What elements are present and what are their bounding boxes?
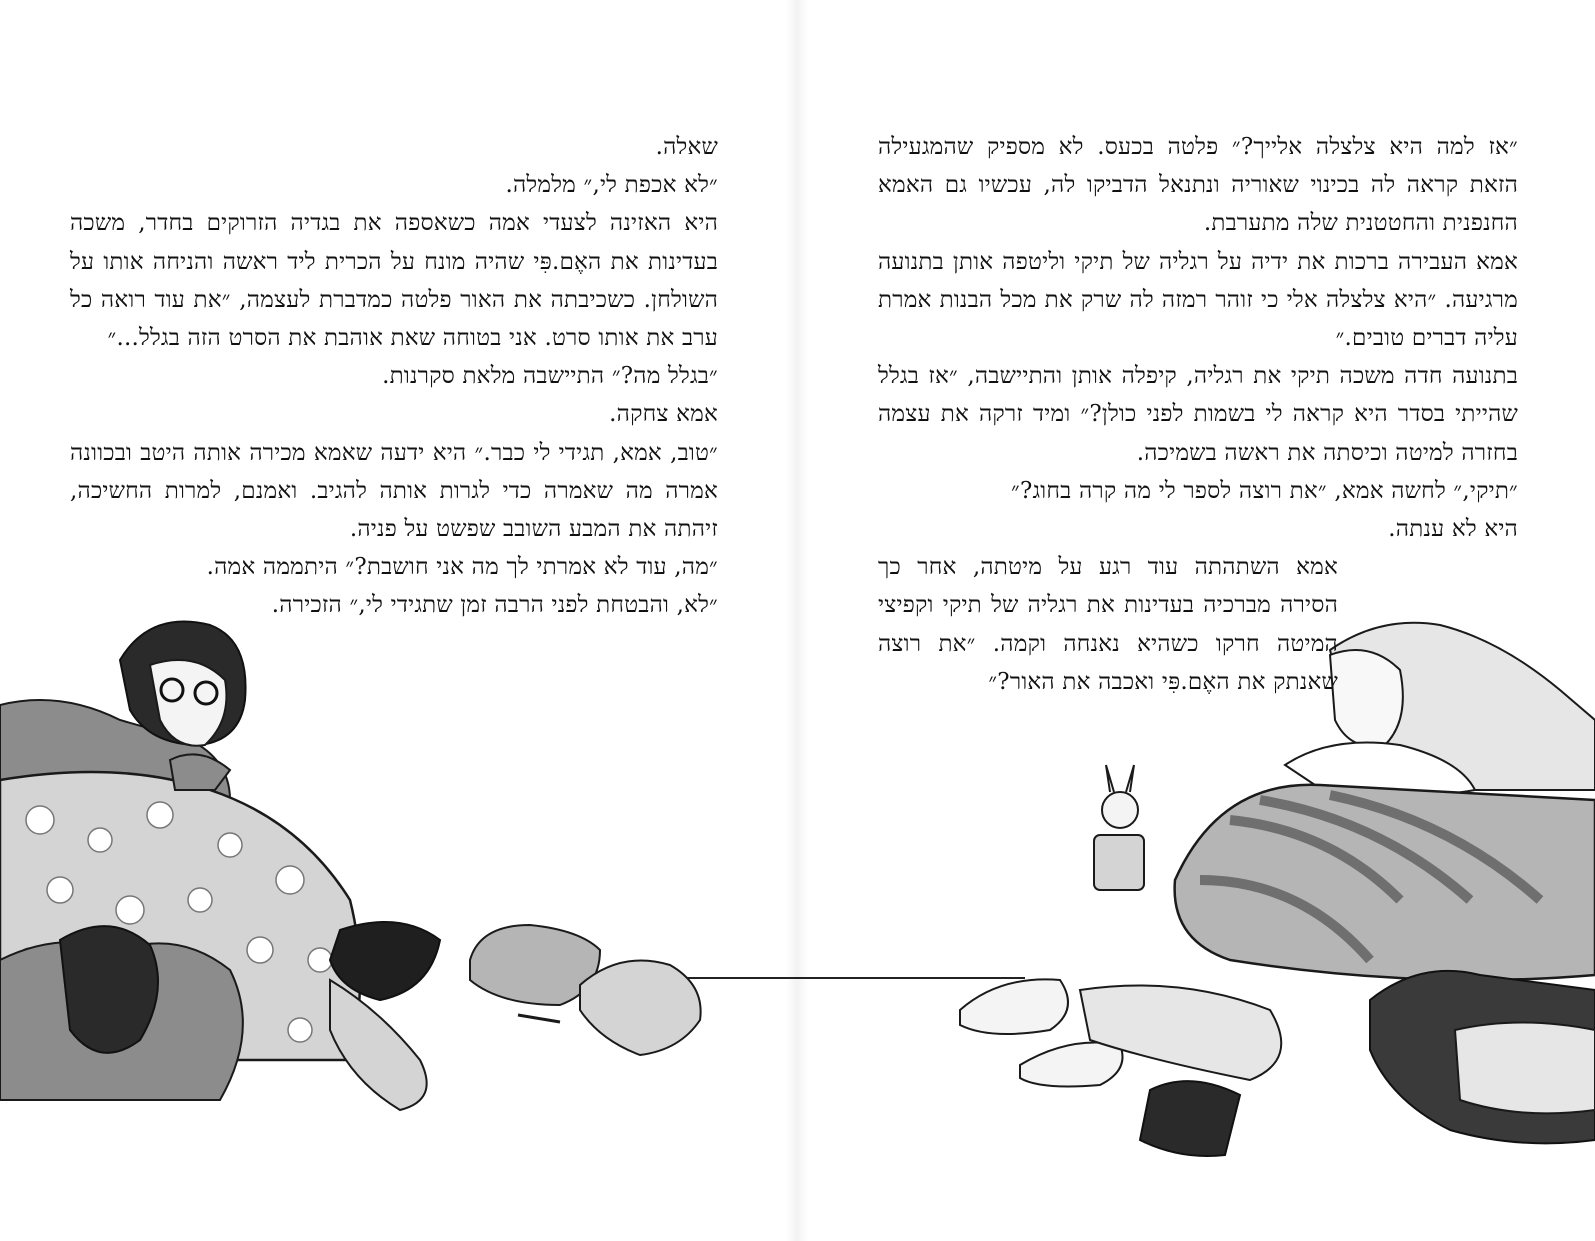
bunny-slipper-1: [960, 979, 1068, 1034]
paragraph: ״מה, עוד לא אמרתי לך מה אני חושבת?״ היתממה אמה.: [206, 554, 718, 581]
paragraph: אמא העבירה ברכות את ידיה על רגליה של תיקי וליטפה אותן בתנועה מרגיעה. ״היא צלצלה אלי כי זוהר רמזה לה שרק את מכל הבנות אמרת עליה דברים טובים.״: [878, 248, 1518, 352]
paragraph: ״תיקי,״ לחשה אמא, ״את רוצה לספר לי מה קרה בחוג?״: [1011, 477, 1518, 504]
paragraph: ״לא, והבטחת לפני הרבה זמן שתגידי לי,״ הזכירה.: [271, 592, 718, 619]
bunny-slipper: [580, 961, 701, 1056]
paragraph: היא האזינה לצעדי אמה כשאספה את בגדיה הזרוקים בחדר, משכה בעדינות את האֶם.פִּי שהיה מונח על הכרית ליד ראשה והניחה אותו על השולחן. כשכיבתה את האור פלטה כמדברת לעצמה, ״את עוד רואה כל ערב את אותו סרט. אני בטוחה שאת אוהבת את הסרט הזה בגלל...״: [70, 210, 718, 352]
paragraph: בתנועה חדה משכה תיקי את רגליה, קיפלה אותן והתיישבה, ״אז בגלל שהייתי בסדר היא קראה לי בשמות לפני כולן?״ ומיד זרקה את עצמה בחזרה למיטה וכיסתה את ראשה בשמיכה.: [878, 363, 1518, 466]
right-page-text: [878, 128, 1518, 701]
pencil: [518, 1015, 560, 1022]
book-gutter: [786, 0, 808, 1241]
paragraph: אמא צחקה.: [609, 401, 718, 428]
paragraph: ״בגלל מה?״ התיישבה מלאת סקרנות.: [382, 363, 718, 390]
dark-shirt: [60, 926, 158, 1053]
clothes-pile-illustration: [0, 922, 701, 1110]
paragraph: ״אז למה היא צלצלה אלייך?״ פלטה בכעס. לא מספיק שהמגעילה הזאת קראה לה בכינוי שאוריה ונתנאל הדביקו לה, עכשיו גם האמא החנפנית והחטטנית שלה מתערבת.: [878, 134, 1518, 237]
backpack-flap: [1455, 1023, 1595, 1114]
bunny-slipper-2: [1020, 1043, 1123, 1087]
paragraph: ״טוב, אמא, תגידי לי כבר.״ היא ידעה שאמא מכירה אותה היטב ובכוונה אמרה מה שאמרה כדי לגרות אותה להגיב. ואמנם, למרות החשיכה, זיהתה את המבע השובב שפשט על פניה.: [70, 439, 718, 543]
notebook: [1140, 1081, 1240, 1156]
paragraph: היא לא ענתה.: [1388, 516, 1518, 543]
bunny-nightlight-illustration: [1094, 765, 1144, 890]
paragraph: אמא השתהתה עוד רגע על מיטתה, אחר כך הסירה מברכיה בעדינות את רגליה של תיקי וקפיצי המיטה חרקו כשהיא נאנחה וקמה. ״את רוצה שאנתק את האֶם.פִּי ואכבה את האור?״: [878, 554, 1338, 695]
floor-items-right: [960, 971, 1595, 1156]
text-wrap-around-illustration: [878, 548, 1338, 701]
paragraph: ״לא אכפת לי,״ מלמלה.: [505, 172, 718, 199]
left-page-text: [70, 128, 718, 625]
paragraph: שאלה.: [655, 134, 718, 160]
